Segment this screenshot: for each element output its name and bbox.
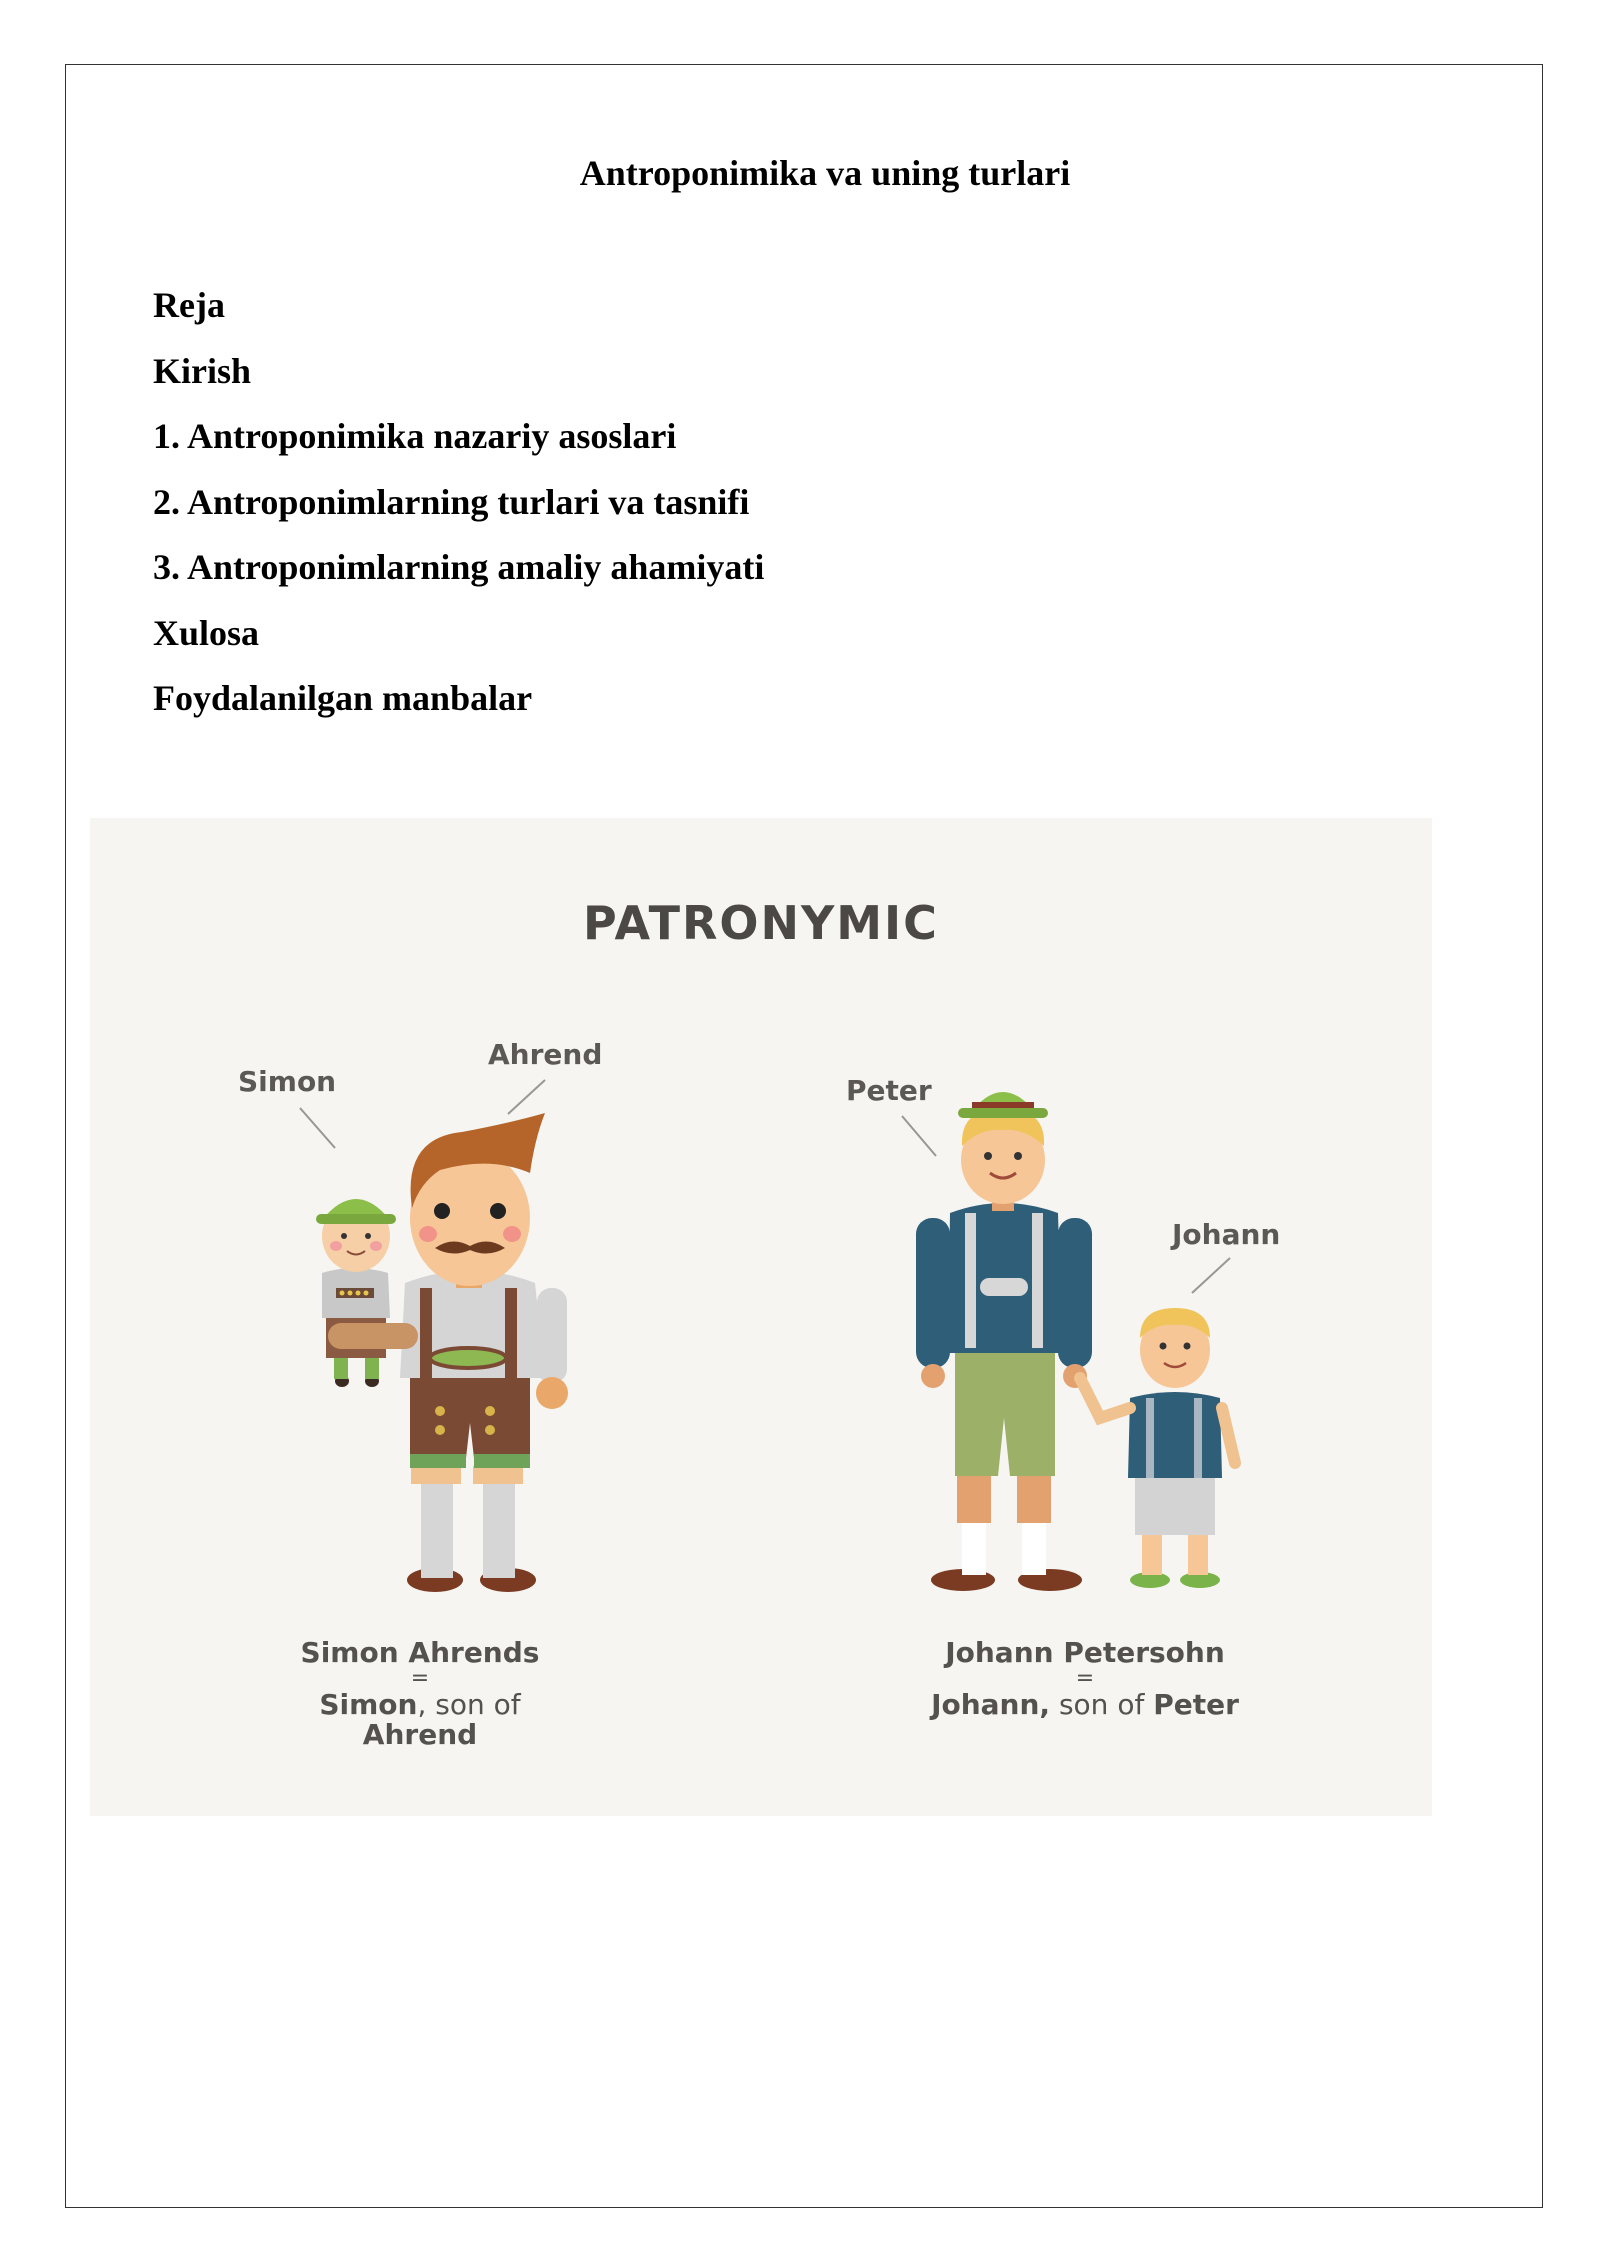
caption-left <box>270 1638 570 1750</box>
patronymic-illustration <box>90 818 1432 1816</box>
label-ahrend: Ahrend <box>488 1038 603 1071</box>
simon-pointer <box>300 1108 335 1148</box>
caption-left-equals: = <box>410 1666 430 1691</box>
caption-right-given: Johann, <box>931 1688 1051 1721</box>
caption-right <box>915 1638 1255 1720</box>
caption-right-fullname: Johann Petersohn <box>945 1636 1225 1669</box>
plan-item: Reja <box>153 285 225 325</box>
plan-item: Kirish <box>153 350 252 391</box>
figure-title: PATRONYMIC <box>583 896 939 950</box>
ahrend-figure <box>400 1113 568 1592</box>
caption-left-given: Simon <box>319 1688 418 1721</box>
plan-item: 1. Antroponimika nazariy asoslari <box>153 416 677 456</box>
johann-pointer <box>1192 1258 1230 1293</box>
johann-figure <box>1080 1308 1235 1588</box>
ahrend-pointer <box>508 1080 545 1114</box>
plan-item: Foydalanilgan manbalar <box>153 678 533 718</box>
document-title: Antroponimika va uning turlari <box>579 153 1071 193</box>
label-johann: Johann <box>1172 1218 1281 1251</box>
plan-item: 2. Antroponimlarning turlari va tasnifi <box>153 481 750 522</box>
peter-pointer <box>902 1116 936 1156</box>
caption-left-fullname: Simon Ahrends <box>300 1636 540 1669</box>
peter-figure <box>916 1092 1092 1591</box>
caption-left-father: Ahrend <box>362 1718 478 1751</box>
plan-item: Xulosa <box>153 612 260 653</box>
plan-item: 3. Antroponimlarning amaliy ahamiyati <box>153 547 765 587</box>
caption-right-father: Peter <box>1153 1688 1239 1721</box>
caption-right-connector: son of <box>1050 1688 1154 1721</box>
caption-right-equals: = <box>1075 1666 1095 1691</box>
label-simon: Simon <box>238 1065 337 1098</box>
plan-list <box>153 282 764 741</box>
label-peter: Peter <box>846 1074 932 1107</box>
caption-left-connector: , son of <box>417 1688 521 1721</box>
